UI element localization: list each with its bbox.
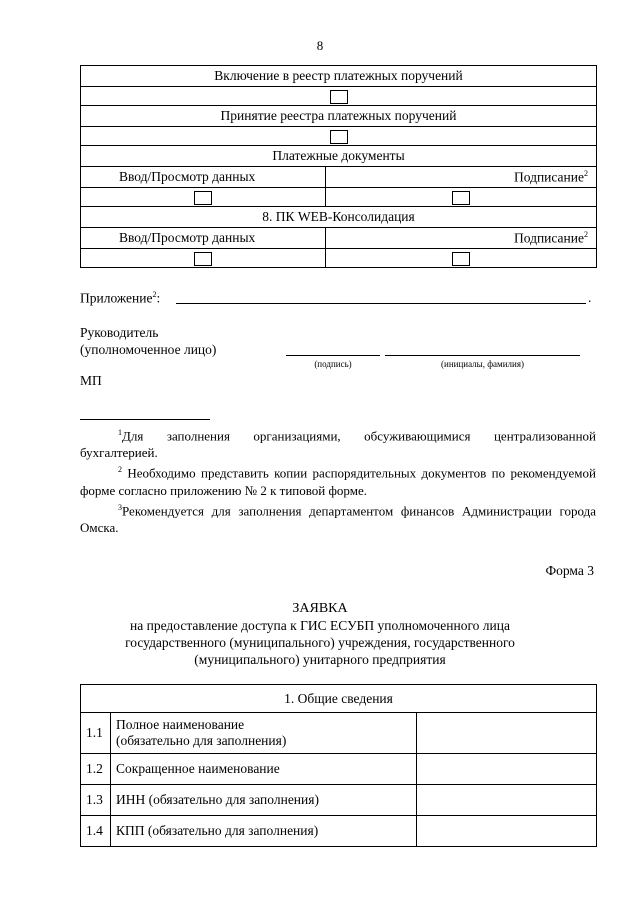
accept-registry-checkbox[interactable]	[330, 130, 348, 144]
head-label: Руководитель	[80, 325, 159, 340]
signature-caption: (подпись)	[314, 359, 352, 369]
signature-field[interactable]	[286, 355, 380, 356]
name-field[interactable]	[385, 355, 580, 356]
web-consolidation-view-checkbox[interactable]	[194, 252, 212, 266]
form-subtitle-2: государственного (муниципального) учреждения, государственного	[125, 635, 515, 650]
name-caption: (инициалы, фамилия)	[441, 359, 524, 369]
footnotes	[80, 424, 596, 536]
web-consolidation-sign-header: Подписание$^2$	[326, 228, 597, 249]
footnote-3: $^3$Рекомендуется для заполнения департаментом финансов Администрации города Омска.	[80, 502, 596, 535]
form-title: ЗАЯВКА	[292, 601, 348, 616]
payment-docs-sign-checkbox[interactable]	[452, 191, 470, 205]
kpp-field[interactable]	[417, 816, 597, 847]
footnote-mark: 2	[584, 168, 588, 178]
form-label: Форма 3	[545, 563, 594, 578]
table-row: 1.1 Полное наименование (обязательно для заполнения)	[81, 713, 597, 754]
stamp-label: МП	[80, 373, 102, 388]
footnote-separator	[80, 419, 210, 420]
general-info-table	[80, 684, 597, 847]
authorized-person-label: (уполномоченное лицо)	[80, 342, 217, 357]
inn-field[interactable]	[417, 785, 597, 816]
table-row: 1.4 КПП (обязательно для заполнения)	[81, 816, 597, 847]
row-include-registry: Включение в реестр платежных поручений	[81, 66, 597, 87]
attachment-end: .	[588, 290, 592, 305]
web-consolidation-view-header: Ввод/Просмотр данных	[81, 228, 326, 249]
permissions-table	[80, 65, 597, 268]
short-name-field[interactable]	[417, 754, 597, 785]
form-title-block	[0, 600, 640, 668]
payment-docs-sign-header: Подписание$^2$	[326, 167, 597, 188]
page-number: 8	[316, 38, 324, 53]
payment-docs-view-header: Ввод/Просмотр данных	[81, 167, 326, 188]
row-accept-registry: Принятие реестра платежных поручений	[81, 106, 597, 127]
form-subtitle-3: (муниципального) унитарного предприятия	[194, 652, 446, 667]
payment-docs-view-checkbox[interactable]	[194, 191, 212, 205]
form-subtitle-1: на предоставление доступа к ГИС ЕСУБП уполномоченного лица	[130, 618, 510, 633]
table-row: 1.3 ИНН (обязательно для заполнения)	[81, 785, 597, 816]
table-row: 1.2 Сокращенное наименование	[81, 754, 597, 785]
include-registry-checkbox[interactable]	[330, 90, 348, 104]
attachment-field[interactable]	[176, 303, 586, 304]
attachment-label: Приложение$^2$:	[80, 290, 161, 306]
footnote-1: $^1$Для заполнения организациями, обсуживающимися централизованной бухгалтерией.	[80, 428, 596, 461]
footnote-mark: 2	[584, 229, 588, 239]
row-payment-docs: Платежные документы	[81, 146, 597, 167]
row-web-consolidation: 8. ПК WEB-Консолидация	[81, 207, 597, 228]
web-consolidation-sign-checkbox[interactable]	[452, 252, 470, 266]
full-name-field[interactable]	[417, 713, 597, 754]
footnote-2: $^2$ Необходимо представить копии распорядительных документов по рекомендуемой форме согласно приложению № 2 к типовой форме.	[80, 465, 596, 498]
section-title: 1. Общие сведения	[81, 685, 597, 713]
